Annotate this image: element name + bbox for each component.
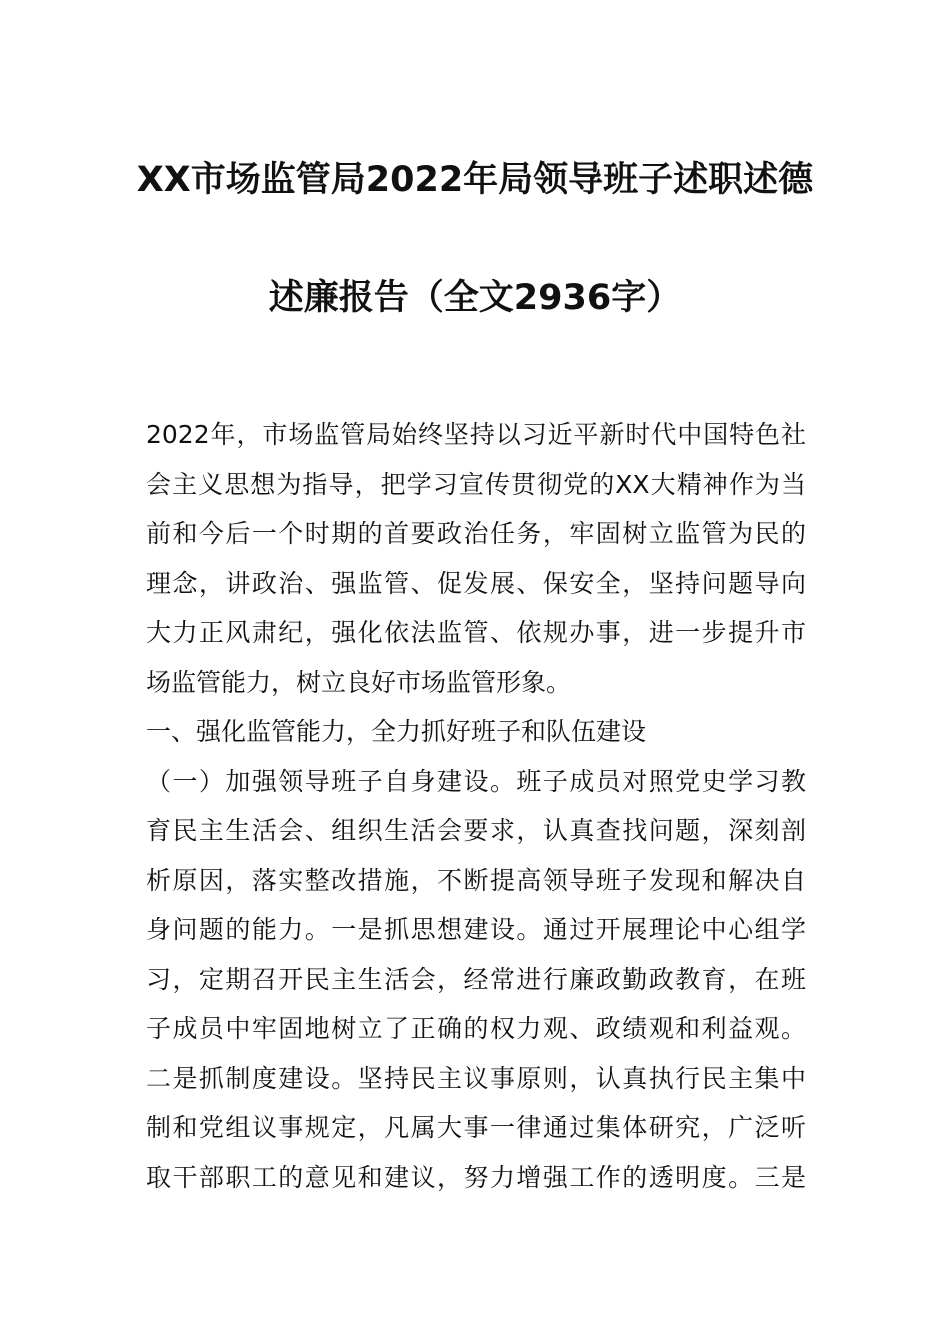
body-line: 场监管能力，树立良好市场监管形象。 [146, 667, 572, 697]
body-line: 二是抓制度建设。坚持民主议事原则，认真执行民主集中 [146, 1063, 806, 1093]
body-line: 大力正风肃纪，强化依法监管、依规办事，进一步提升市 [146, 618, 806, 647]
body-line: 会主义思想为指导，把学习宣传贯彻党的XX大精神作为当 [146, 469, 806, 499]
document-body [146, 410, 806, 1202]
document-title-line-2: 述廉报告（全文2936字） [268, 278, 682, 318]
body-line: 取干部职工的意见和建议，努力增强工作的透明度。三是 [146, 1162, 806, 1192]
body-line: 子成员中牢固地树立了正确的权力观、政绩观和利益观。 [146, 1014, 806, 1043]
body-line: 制和党组议事规定，凡属大事一律通过集体研究，广泛听 [146, 1113, 806, 1142]
body-line: 育民主生活会、组织生活会要求，认真查找问题，深刻剖 [146, 816, 806, 845]
body-line: 身问题的能力。一是抓思想建设。通过开展理论中心组学 [146, 915, 806, 944]
body-line: 前和今后一个时期的首要政治任务，牢固树立监管为民的 [146, 519, 806, 548]
body-line: 析原因，落实整改措施，不断提高领导班子发现和解决自 [146, 865, 806, 895]
section-heading: 一、强化监管能力，全力抓好班子和队伍建设 [146, 717, 647, 746]
body-line: 理念，讲政治、强监管、促发展、保安全，坚持问题导向 [146, 568, 806, 598]
document-title-line-1: XX市场监管局2022年局领导班子述职述德 [136, 160, 814, 200]
body-line: （一）加强领导班子自身建设。班子成员对照党史学习教 [146, 766, 806, 796]
body-line: 2022年，市场监管局始终坚持以习近平新时代中国特色社 [146, 420, 806, 449]
body-line: 习，定期召开民主生活会，经常进行廉政勤政教育，在班 [146, 964, 806, 994]
